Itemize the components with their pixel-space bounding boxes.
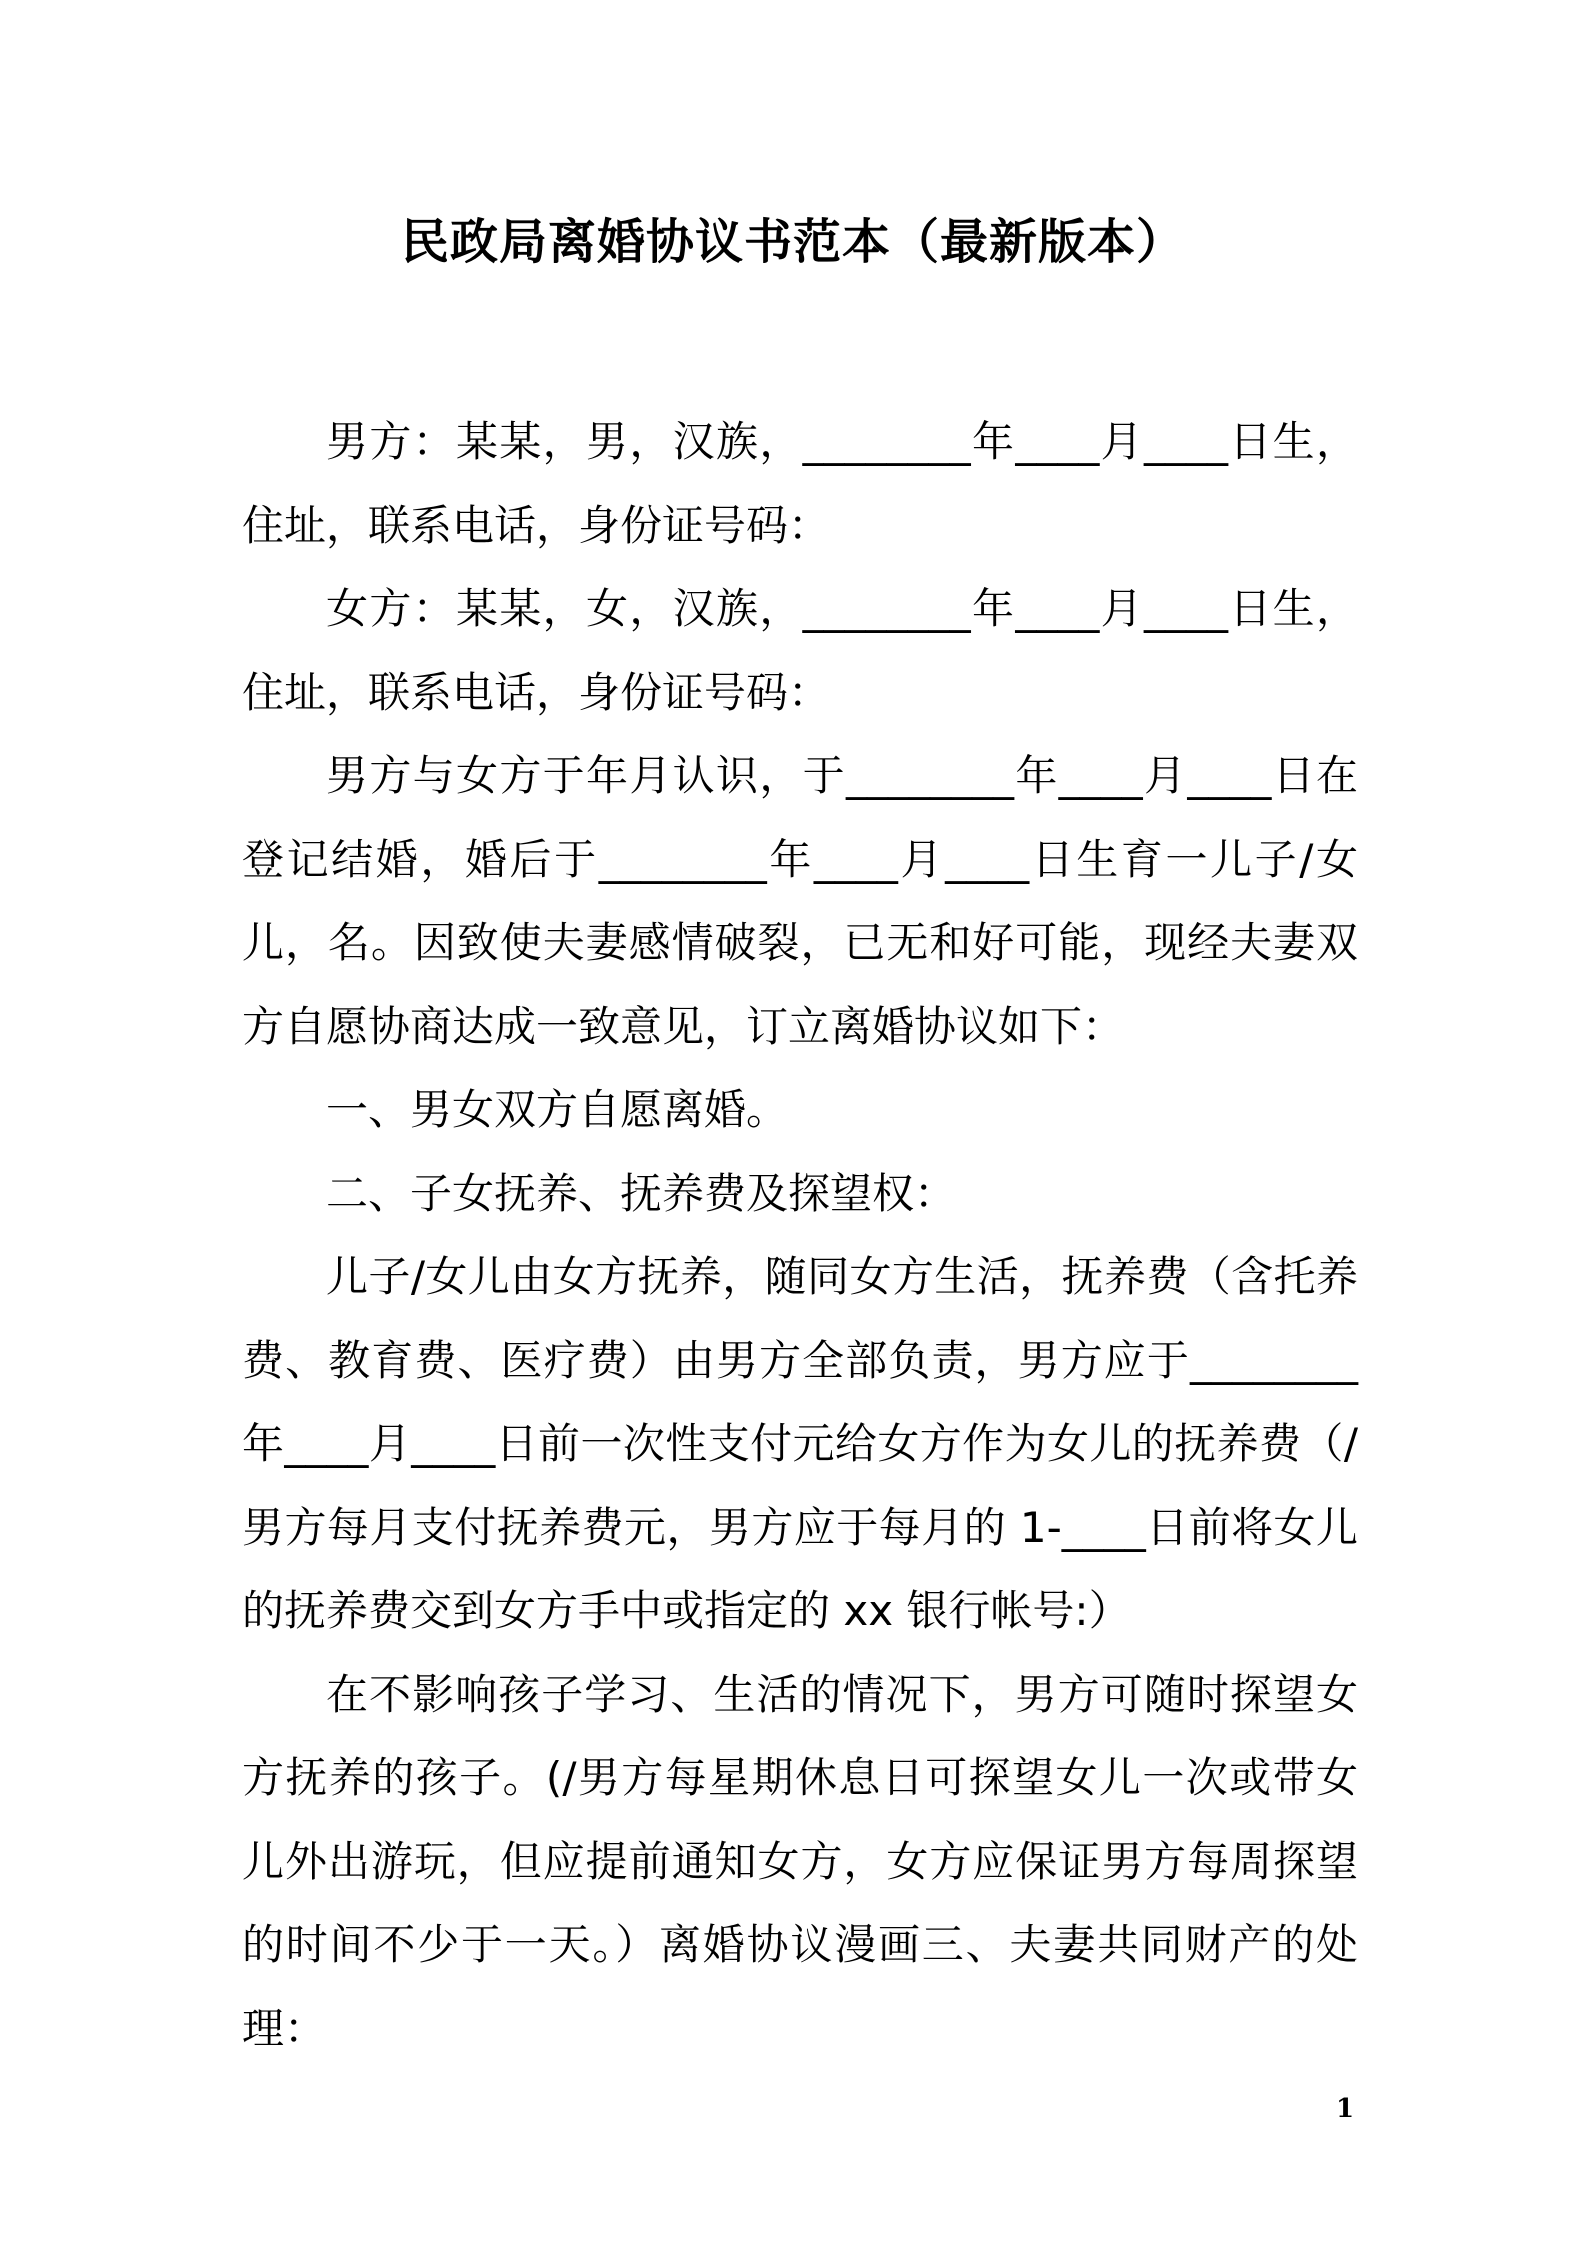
paragraph-female-party: 女方：某某，女，汉族，________年____月____日生，住址，联系电话，身份证号码： [242, 584, 1358, 717]
clause-2-heading-child-custody: 二、子女抚养、抚养费及探望权： [326, 1168, 957, 1218]
page-number: 1 [1336, 2094, 1355, 2124]
document-body [242, 400, 1358, 2070]
paragraph-marriage-background: 男方与女方于年月认识，于________年____月____日在登记结婚，婚后于________年____月____日生育一儿子/女儿，名。因致使夫妻感情破裂，已无和好可能，现经夫妻双方自愿协商达成一致意见，订立离婚协议如下： [242, 751, 1358, 1051]
paragraph-male-party: 男方：某某，男，汉族，________年____月____日生，住址，联系电话，身份证号码： [242, 417, 1358, 550]
document-title: 民政局离婚协议书范本（最新版本） [400, 214, 1185, 270]
clause-1-voluntary-divorce: 一、男女双方自愿离婚。 [326, 1085, 789, 1134]
paragraph-visitation: 在不影响孩子学习、生活的情况下，男方可随时探望女方抚养的孩子。(/男方每星期休息日可探望女儿一次或带女儿外出游玩，但应提前通知女方，女方应保证男方每周探望的时间不少于一天。）离婚协议漫画三、夫妻共同财产的处理： [242, 1669, 1358, 2053]
paragraph-child-support: 儿子/女儿由女方抚养，随同女方生活，抚养费（含托养费、教育费、医疗费）由男方全部负责，男方应于________年____月____日前一次性支付元给女方作为女儿的抚养费（/男方每月支付抚养费元，男方应于每月的 1-____日前将女儿的抚养费交到女方手中或指定的 xx 银行帐号:） [242, 1252, 1358, 1635]
